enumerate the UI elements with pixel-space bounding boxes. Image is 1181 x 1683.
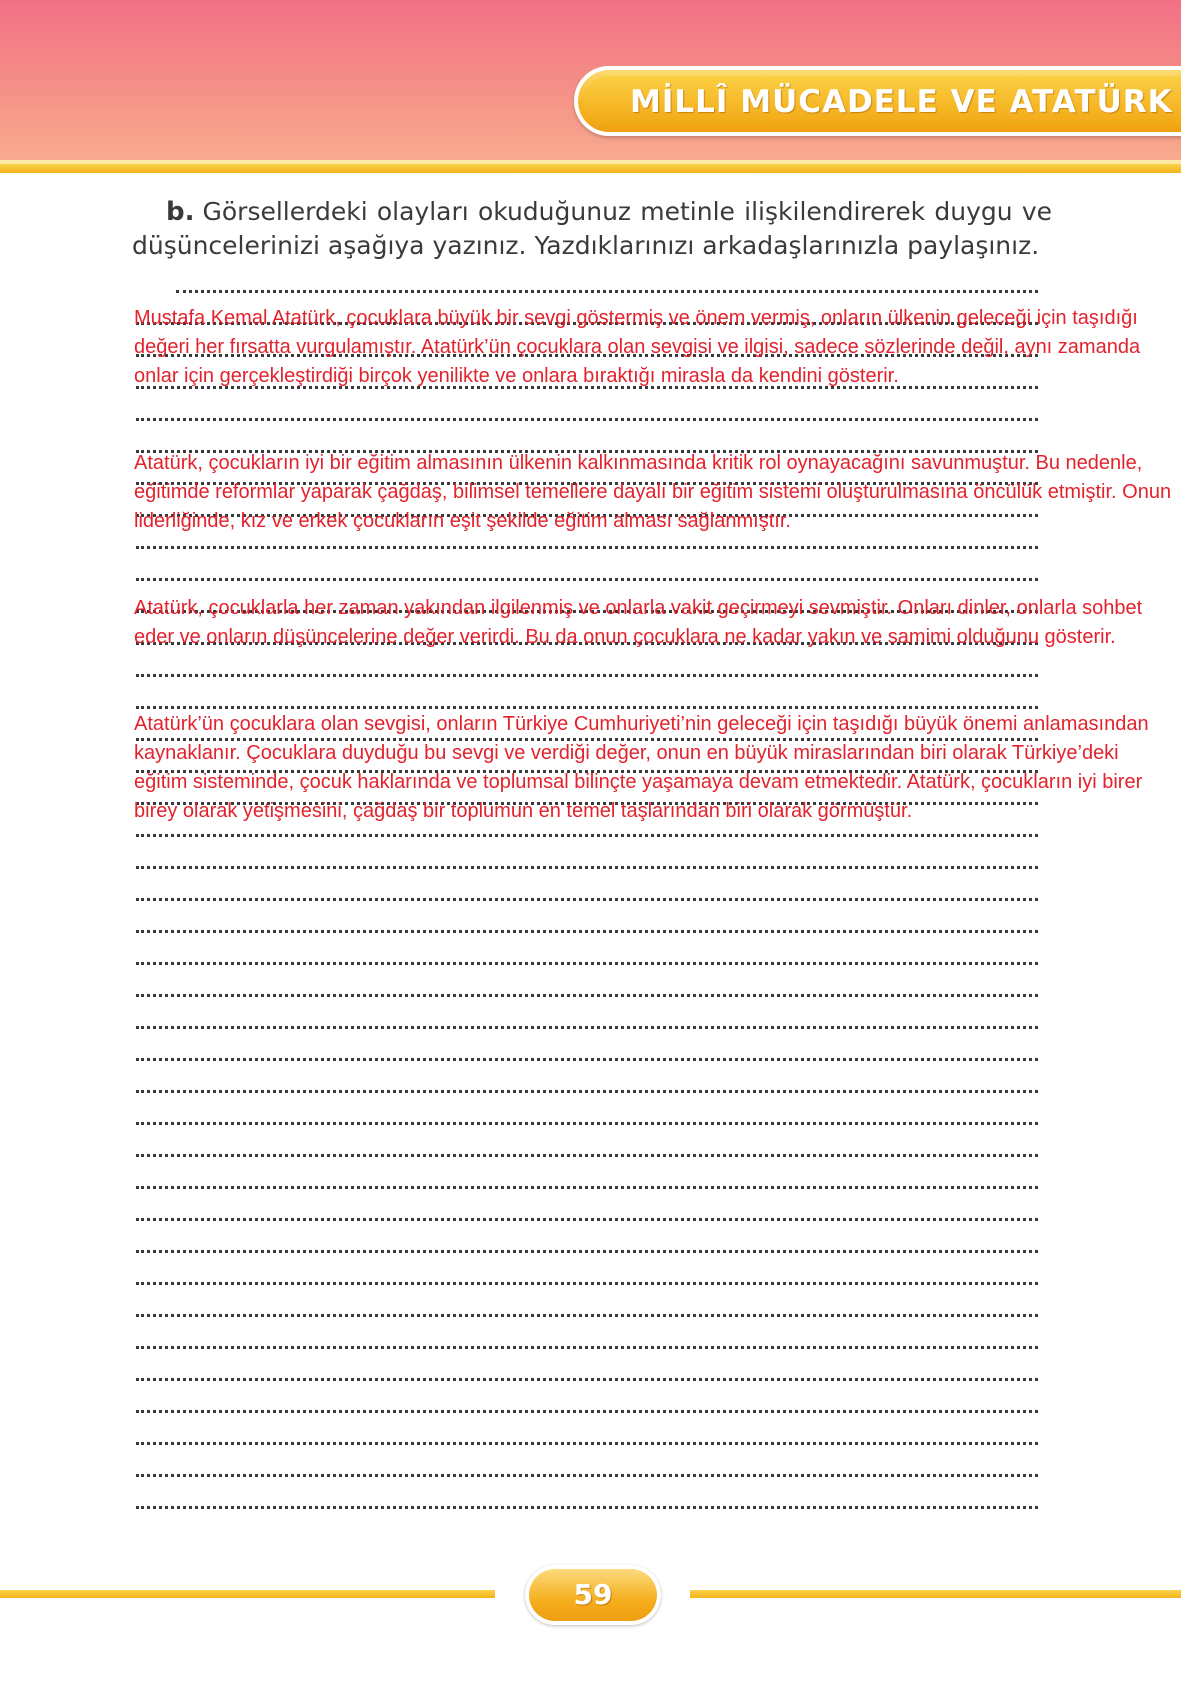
writing-line[interactable]: [136, 1346, 1038, 1349]
writing-line[interactable]: [136, 1314, 1038, 1317]
page-number: 59: [573, 1578, 613, 1611]
answer-paragraph: Atatürk’ün çocuklara olan sevgisi, onların Türkiye Cumhuriyeti’nin geleceği için taşıdığı büyük önemi anlamasından kaynaklanır. Çocuklara duyduğu bu sevgi ve verdiği değer, onun en büyük miraslarından biri olarak Türkiye’deki eğitim sisteminde, çocuk haklarında ve toplumsal bilinçte yaşamaya devam etmektedir. Atatürk, çocukların iyi birer birey olarak yetişmesini, çağdaş bir toplumun en temel taşlarından biri olarak görmüştür.: [134, 713, 1149, 822]
writing-line[interactable]: [136, 1154, 1038, 1157]
exercise-instruction-text: Görsellerdeki olayları okuduğunuz metinle ilişkilendirerek duygu ve düşüncelerinizi aşağıya yazınız. Yazdıklarınızı arkadaşlarınızla paylaşınız.: [132, 197, 1052, 260]
answer-paragraph: Atatürk, çocuklarla her zaman yakından ilgilenmiş ve onlarla vakit geçirmeyi sevmiştir. Onları dinler, onlarla sohbet eder ve onların düşüncelerine değer verirdi. Bu da onun çocuklara ne kadar yakın ve samimi olduğunu gösterir.: [134, 597, 1143, 648]
footer-divider-left: [0, 1590, 495, 1598]
writing-line[interactable]: [136, 962, 1038, 965]
answer-paragraph: Mustafa Kemal Atatürk, çocuklara büyük bir sevgi göstermiş ve önem vermiş, onların ülkenin geleceği için taşıdığı değeri her fırsatta vurgulamıştır. Atatürk’ün çocuklara olan sevgisi ve ilgisi, sadece sözlerinde değil, aynı zamanda onlar için gerçekleştirdiği birçok yenilikte ve onlara bıraktığı mirasla da kendini gösterir.: [134, 307, 1141, 387]
writing-line[interactable]: [136, 1186, 1038, 1189]
writing-line[interactable]: [136, 1378, 1038, 1381]
writing-line[interactable]: [136, 1506, 1038, 1509]
writing-line[interactable]: [136, 706, 1038, 709]
footer-divider-right: [690, 1590, 1181, 1598]
exercise-letter: b.: [166, 197, 195, 227]
writing-line[interactable]: [136, 834, 1038, 837]
writing-line[interactable]: [136, 1474, 1038, 1477]
writing-line[interactable]: [136, 866, 1038, 869]
writing-line[interactable]: [136, 1026, 1038, 1029]
writing-line[interactable]: [136, 1410, 1038, 1413]
writing-line[interactable]: [176, 290, 1038, 293]
writing-line[interactable]: [136, 994, 1038, 997]
writing-line[interactable]: [136, 1122, 1038, 1125]
writing-line[interactable]: [136, 546, 1038, 549]
writing-line[interactable]: [136, 1442, 1038, 1445]
writing-line[interactable]: [136, 1282, 1038, 1285]
writing-line[interactable]: [136, 1250, 1038, 1253]
answer-paragraph: Atatürk, çocukların iyi bir eğitim almasının ülkenin kalkınmasında kritik rol oynayacağını savunmuştur. Bu nedenle, eğitimde reformlar yaparak çağdaş, bilimsel temellere dayalı bir eğitim sistemi oluşturulmasına öncülük etmiştir. Onun liderliğinde, kız ve erkek çocukların eşit şekilde eğitim alması sağlanmıştır.: [134, 452, 1172, 532]
unit-title: MİLLÎ MÜCADELE VE ATATÜRK: [630, 84, 1173, 120]
writing-line[interactable]: [136, 418, 1038, 421]
writing-line[interactable]: [136, 578, 1038, 581]
writing-line[interactable]: [136, 1218, 1038, 1221]
writing-line[interactable]: [136, 898, 1038, 901]
writing-line[interactable]: [136, 930, 1038, 933]
writing-line[interactable]: [136, 1090, 1038, 1093]
writing-line[interactable]: [136, 1058, 1038, 1061]
writing-line[interactable]: [136, 674, 1038, 677]
